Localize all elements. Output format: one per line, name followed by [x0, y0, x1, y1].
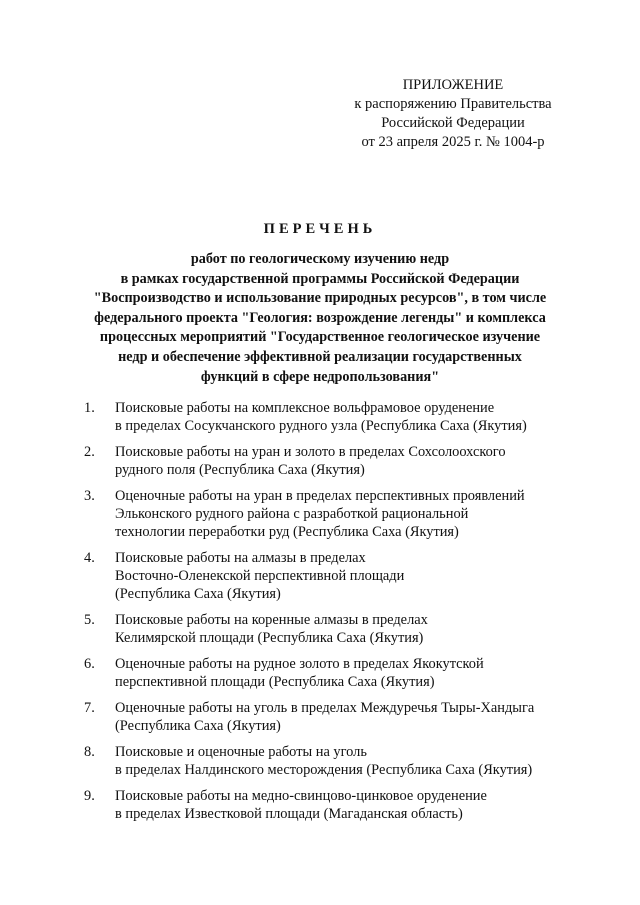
- list-item: [84, 487, 614, 542]
- list-item-text: Восточно-Оленекской перспективной площади: [115, 568, 405, 585]
- document-title: ПЕРЕЧЕНЬ: [263, 221, 377, 237]
- list-item: [84, 655, 614, 691]
- appendix-heading: ПРИЛОЖЕНИЕ: [402, 77, 504, 93]
- list-item: [84, 699, 614, 735]
- list-item-text: Поисковые и оценочные работы на уголь: [115, 743, 367, 760]
- document-title-block: [40, 220, 600, 387]
- subtitle-line: в рамках государственной программы Российской Федерации: [120, 270, 520, 287]
- appendix-line-government: Российской Федерации: [381, 115, 525, 131]
- document-subtitle: [40, 250, 600, 387]
- list-item: [84, 787, 614, 823]
- subtitle-line: функций в сфере недропользования": [200, 368, 440, 385]
- list-item-number: 3.: [84, 487, 95, 504]
- list-item-text: (Республика Саха (Якутия): [115, 718, 281, 735]
- list-item-number: 2.: [84, 443, 95, 460]
- list-item-text: Поисковые работы на уран и золото в пределах Сохсолоохского: [115, 443, 506, 460]
- list-item: [84, 611, 614, 647]
- list-item-text: Оценочные работы на уголь в пределах Междуречья Тыры-Хандыга: [115, 699, 535, 716]
- list-item-text: в пределах Известковой площади (Магаданская область): [115, 805, 463, 822]
- subtitle-line: работ по геологическому изучению недр: [190, 251, 450, 267]
- list-item-number: 4.: [84, 549, 95, 566]
- subtitle-line: недр и обеспечение эффективной реализации государственных: [118, 348, 522, 365]
- list-item-text: в пределах Сосукчанского рудного узла (Республика Саха (Якутия): [115, 418, 527, 435]
- list-item-number: 8.: [84, 743, 95, 760]
- list-item-text: в пределах Налдинского месторождения (Республика Саха (Якутия): [115, 761, 533, 778]
- list-item-text: Поисковые работы на алмазы в пределах: [115, 549, 366, 566]
- list-item-text: Келимярской площади (Республика Саха (Якутия): [115, 630, 424, 647]
- list-item-number: 1.: [84, 400, 95, 416]
- subtitle-line: "Воспроизводство и использование природных ресурсов", в том числе: [93, 290, 547, 307]
- list-item: [84, 743, 614, 779]
- appendix-line-order: к распоряжению Правительства: [354, 96, 552, 112]
- list-item-text: рудного поля (Республика Саха (Якутия): [115, 462, 365, 479]
- list-item-number: 7.: [84, 699, 95, 716]
- list-item-text: Оценочные работы на рудное золото в пределах Якокутской: [115, 655, 484, 672]
- list-item-text: Поисковые работы на коренные алмазы в пределах: [115, 612, 428, 629]
- list-item: [84, 549, 614, 604]
- list-item-text: Эльконского рудного района с разработкой рациональной: [115, 506, 469, 523]
- list-item-text: (Республика Саха (Якутия): [115, 586, 281, 603]
- list-item-text: технологии переработки руд (Республика Саха (Якутия): [115, 524, 459, 541]
- list-item-text: Поисковые работы на комплексное вольфрамовое оруденение: [115, 400, 495, 416]
- list-item: [84, 443, 614, 479]
- list-item: [84, 399, 614, 435]
- list-item-text: Оценочные работы на уран в пределах перспективных проявлений: [115, 487, 525, 504]
- list-item-number: 5.: [84, 612, 95, 629]
- list-item-text: Поисковые работы на медно-свинцово-цинковое оруденение: [115, 787, 487, 804]
- list-item-number: 6.: [84, 655, 95, 672]
- appendix-line-date-number: от 23 апреля 2025 г. № 1004-р: [361, 134, 545, 150]
- works-list: [84, 399, 614, 831]
- list-item-number: 9.: [84, 787, 95, 804]
- appendix-block: [330, 76, 576, 152]
- subtitle-line: федерального проекта "Геология: возрождение легенды" и комплекса: [94, 309, 546, 326]
- subtitle-line: процессных мероприятий "Государственное геологическое изучение: [99, 329, 541, 346]
- list-item-text: перспективной площади (Республика Саха (Якутия): [115, 674, 435, 691]
